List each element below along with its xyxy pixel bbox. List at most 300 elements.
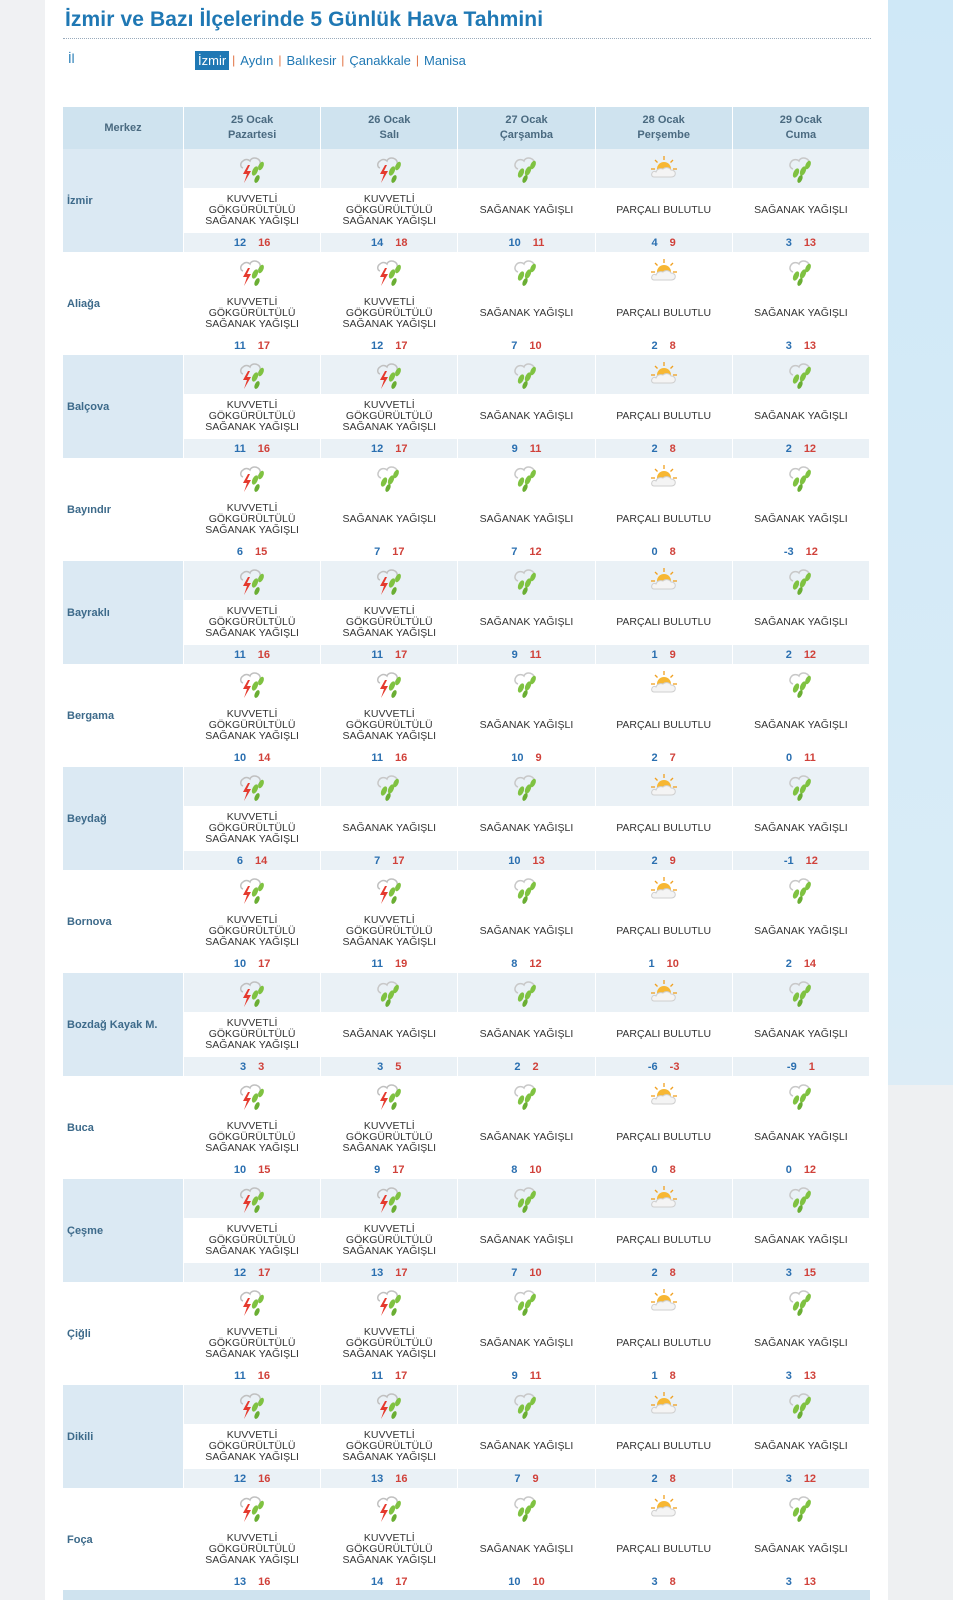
weather-icon-cell <box>184 973 321 1012</box>
min-temperature: 10 <box>511 751 524 764</box>
table-bottom-strip <box>63 1590 870 1600</box>
min-temperature: 11 <box>234 1369 246 1382</box>
weather-description: KUVVETLİ GÖKGÜRÜLTÜLÜ SAĞANAK YAĞIŞLI <box>321 1424 458 1469</box>
temperature-cell <box>596 645 733 664</box>
temperature-cell <box>321 233 458 252</box>
forecast-row <box>63 233 870 252</box>
min-temperature: 12 <box>233 1266 247 1279</box>
max-temperature: 17 <box>258 1266 271 1279</box>
city-name: Foça <box>63 1488 184 1591</box>
city-name: Aliağa <box>63 252 184 355</box>
city-name: Buca <box>63 1076 184 1179</box>
max-temperature: 14 <box>803 957 817 970</box>
province-link[interactable]: Manisa <box>423 52 466 68</box>
temperature-cell <box>458 1469 595 1488</box>
province-link[interactable]: Çanakkale <box>349 52 411 68</box>
thunder-rain-icon <box>372 263 406 280</box>
forecast-row <box>63 561 870 600</box>
weather-description: KUVVETLİ GÖKGÜRÜLTÜLÜ SAĞANAK YAĞIŞLI <box>184 1424 321 1469</box>
province-link[interactable]: Balıkesir <box>286 52 337 68</box>
thunder-rain-icon <box>372 1293 406 1310</box>
province-label: İl <box>68 51 75 66</box>
min-temperature: -1 <box>783 854 794 867</box>
weather-icon-cell <box>458 1385 595 1424</box>
weather-description: PARÇALI BULUTLU <box>596 1115 733 1160</box>
forecast-row <box>63 1385 870 1424</box>
city-name: Balçova <box>63 355 184 458</box>
weather-description: SAĞANAK YAĞIŞLI <box>321 1012 458 1057</box>
weather-icon-cell <box>596 561 733 600</box>
weather-description: PARÇALI BULUTLU <box>596 291 733 336</box>
min-temperature: -9 <box>786 1060 797 1073</box>
thunder-rain-icon <box>235 160 269 177</box>
weather-description: SAĞANAK YAĞIŞLI <box>733 909 870 954</box>
weather-icon-cell <box>321 355 458 394</box>
max-temperature: 9 <box>535 751 542 764</box>
weather-icon-cell <box>596 1179 733 1218</box>
forecast-row <box>63 1076 870 1115</box>
min-temperature: 1 <box>651 648 658 661</box>
forecast-row <box>63 870 870 909</box>
showers-icon <box>509 778 543 795</box>
temperature-cell <box>733 1469 870 1488</box>
weather-description: SAĞANAK YAĞIŞLI <box>733 1321 870 1366</box>
max-temperature: 12 <box>805 854 818 867</box>
thunder-rain-icon <box>235 1190 269 1207</box>
showers-icon <box>509 469 543 486</box>
showers-icon <box>784 572 818 589</box>
max-temperature: 17 <box>258 957 271 970</box>
max-temperature: 19 <box>394 957 408 970</box>
forecast-row <box>63 748 870 767</box>
weather-description: PARÇALI BULUTLU <box>596 703 733 748</box>
weather-icon-cell <box>596 767 733 806</box>
max-temperature: 16 <box>258 236 271 249</box>
thunder-rain-icon <box>235 1396 269 1413</box>
min-temperature: 7 <box>511 339 518 352</box>
temperature-cell <box>733 1366 870 1385</box>
min-temperature: 13 <box>371 1266 384 1279</box>
province-separator: | <box>232 53 236 67</box>
weather-icon-cell <box>458 664 595 703</box>
temperature-cell <box>184 439 321 458</box>
weather-description: KUVVETLİ GÖKGÜRÜLTÜLÜ SAĞANAK YAĞIŞLI <box>184 909 321 954</box>
min-temperature: 3 <box>377 1060 384 1073</box>
weather-icon-cell <box>458 870 595 909</box>
min-temperature: 10 <box>508 854 521 867</box>
max-temperature: 9 <box>669 854 676 867</box>
min-temperature: 12 <box>371 442 384 455</box>
max-temperature: 16 <box>257 648 271 661</box>
min-temperature: 10 <box>233 957 247 970</box>
min-temperature: 12 <box>233 1472 247 1485</box>
header-row <box>63 107 870 149</box>
partly-cloudy-icon <box>647 160 681 177</box>
partly-cloudy-icon <box>647 1087 681 1104</box>
min-temperature: 7 <box>511 545 518 558</box>
thunder-rain-icon <box>235 1087 269 1104</box>
max-temperature: 10 <box>529 1163 542 1176</box>
province-link[interactable]: İzmir <box>195 51 229 70</box>
weather-description: KUVVETLİ GÖKGÜRÜLTÜLÜ SAĞANAK YAĞIŞLI <box>184 703 321 748</box>
weather-description: SAĞANAK YAĞIŞLI <box>733 1424 870 1469</box>
temperature-cell <box>458 954 595 973</box>
min-temperature: 7 <box>514 1472 521 1485</box>
day-date: 27 Ocak <box>505 114 548 126</box>
showers-icon <box>509 1499 543 1516</box>
weather-description: SAĞANAK YAĞIŞLI <box>733 600 870 645</box>
weather-icon-cell <box>184 355 321 394</box>
min-temperature: 10 <box>508 236 521 249</box>
weather-icon-cell <box>321 1076 458 1115</box>
partly-cloudy-icon <box>647 469 681 486</box>
weather-icon-cell <box>733 149 870 188</box>
weather-description: SAĞANAK YAĞIŞLI <box>458 600 595 645</box>
partly-cloudy-icon <box>647 778 681 795</box>
max-temperature: 8 <box>669 545 676 558</box>
forecast-row <box>63 1057 870 1076</box>
max-temperature: 11 <box>804 751 816 764</box>
weather-description: KUVVETLİ GÖKGÜRÜLTÜLÜ SAĞANAK YAĞIŞLI <box>184 600 321 645</box>
partly-cloudy-icon <box>647 881 681 898</box>
forecast-row <box>63 497 870 542</box>
thunder-rain-icon <box>235 984 269 1001</box>
min-temperature: 0 <box>785 751 793 764</box>
max-temperature: 3 <box>258 1060 265 1073</box>
weather-description: KUVVETLİ GÖKGÜRÜLTÜLÜ SAĞANAK YAĞIŞLI <box>321 909 458 954</box>
max-temperature: 17 <box>395 1575 408 1588</box>
weather-icon-cell <box>596 1076 733 1115</box>
thunder-rain-icon <box>235 881 269 898</box>
thunder-rain-icon <box>372 675 406 692</box>
showers-icon <box>372 469 406 486</box>
temperature-cell <box>184 336 321 355</box>
min-temperature: 0 <box>651 545 658 558</box>
weather-icon-cell <box>321 1385 458 1424</box>
max-temperature: 8 <box>669 1266 676 1279</box>
province-link[interactable]: Aydın <box>240 52 274 68</box>
province-separator: | <box>341 53 345 67</box>
temperature-cell <box>321 748 458 767</box>
temperature-cell <box>596 1366 733 1385</box>
day-weekday: Salı <box>379 129 400 141</box>
max-temperature: 12 <box>529 957 542 970</box>
temperature-cell <box>596 748 733 767</box>
thunder-rain-icon <box>235 572 269 589</box>
min-temperature: 3 <box>651 1575 658 1588</box>
max-temperature: 15 <box>803 1266 817 1279</box>
min-temperature: 2 <box>785 957 792 970</box>
city-name: Bayındır <box>63 458 184 561</box>
right-background-lower <box>888 1085 953 1600</box>
max-temperature: 17 <box>392 545 405 558</box>
temperature-cell <box>184 1057 321 1076</box>
max-temperature: 13 <box>803 1575 817 1588</box>
showers-icon <box>784 469 818 486</box>
forecast-row <box>63 355 870 394</box>
min-temperature: 11 <box>234 339 246 352</box>
min-temperature: 9 <box>511 1369 518 1382</box>
max-temperature: 11 <box>532 236 545 249</box>
weather-description: SAĞANAK YAĞIŞLI <box>458 806 595 851</box>
min-temperature: 11 <box>234 648 246 661</box>
showers-icon <box>509 572 543 589</box>
weather-icon-cell <box>321 1488 458 1527</box>
weather-description: KUVVETLİ GÖKGÜRÜLTÜLÜ SAĞANAK YAĞIŞLI <box>184 188 321 233</box>
max-temperature: 12 <box>803 1163 817 1176</box>
temperature-cell <box>733 233 870 252</box>
temperature-cell <box>321 336 458 355</box>
weather-description: PARÇALI BULUTLU <box>596 1218 733 1263</box>
weather-description: SAĞANAK YAĞIŞLI <box>733 806 870 851</box>
temperature-cell <box>458 1572 595 1591</box>
min-temperature: 2 <box>651 339 658 352</box>
temperature-cell <box>321 1057 458 1076</box>
temperature-cell <box>321 645 458 664</box>
day-column-header <box>321 107 458 149</box>
forecast-row <box>63 600 870 645</box>
weather-icon-cell <box>596 458 733 497</box>
weather-description: SAĞANAK YAĞIŞLI <box>321 497 458 542</box>
forecast-row <box>63 1527 870 1572</box>
weather-description: PARÇALI BULUTLU <box>596 188 733 233</box>
weather-description: SAĞANAK YAĞIŞLI <box>733 1115 870 1160</box>
weather-description: KUVVETLİ GÖKGÜRÜLTÜLÜ SAĞANAK YAĞIŞLI <box>321 1527 458 1572</box>
thunder-rain-icon <box>372 572 406 589</box>
weather-description: SAĞANAK YAĞIŞLI <box>458 497 595 542</box>
min-temperature: 11 <box>371 751 383 764</box>
weather-description: SAĞANAK YAĞIŞLI <box>458 1424 595 1469</box>
weather-description: SAĞANAK YAĞIŞLI <box>458 188 595 233</box>
temperature-cell <box>321 1366 458 1385</box>
temperature-cell <box>184 542 321 561</box>
partly-cloudy-icon <box>647 366 681 383</box>
thunder-rain-icon <box>372 160 406 177</box>
forecast-row <box>63 767 870 806</box>
min-temperature: 0 <box>785 1163 792 1176</box>
thunder-rain-icon <box>235 366 269 383</box>
thunder-rain-icon <box>235 469 269 486</box>
max-temperature: 17 <box>392 1163 405 1176</box>
temperature-cell <box>184 1469 321 1488</box>
weather-icon-cell <box>184 664 321 703</box>
temperature-cell <box>321 1160 458 1179</box>
weather-icon-cell <box>596 1385 733 1424</box>
title-divider <box>63 38 871 39</box>
weather-icon-cell <box>321 458 458 497</box>
showers-icon <box>372 984 406 1001</box>
weather-icon-cell <box>596 1282 733 1321</box>
max-temperature: 15 <box>258 1163 271 1176</box>
weather-icon-cell <box>458 767 595 806</box>
min-temperature: 2 <box>514 1060 521 1073</box>
temperature-cell <box>596 439 733 458</box>
max-temperature: 10 <box>666 957 679 970</box>
weather-icon-cell <box>184 1076 321 1115</box>
forecast-row <box>63 1218 870 1263</box>
weather-icon-cell <box>321 767 458 806</box>
showers-icon <box>509 263 543 280</box>
weather-icon-cell <box>458 458 595 497</box>
thunder-rain-icon <box>372 1499 406 1516</box>
min-temperature: 13 <box>371 1472 384 1485</box>
weather-description: PARÇALI BULUTLU <box>596 1527 733 1572</box>
city-name: Bornova <box>63 870 184 973</box>
weather-icon-cell <box>596 1488 733 1527</box>
max-temperature: 16 <box>257 1369 271 1382</box>
weather-icon-cell <box>596 149 733 188</box>
weather-description: PARÇALI BULUTLU <box>596 1012 733 1057</box>
max-temperature: -3 <box>669 1060 680 1073</box>
weather-icon-cell <box>458 1488 595 1527</box>
max-temperature: 5 <box>395 1060 402 1073</box>
showers-icon <box>784 675 818 692</box>
max-temperature: 17 <box>395 339 408 352</box>
weather-icon-cell <box>321 870 458 909</box>
weather-description: KUVVETLİ GÖKGÜRÜLTÜLÜ SAĞANAK YAĞIŞLI <box>184 1321 321 1366</box>
showers-icon <box>509 366 543 383</box>
showers-icon <box>784 778 818 795</box>
max-temperature: 16 <box>395 1472 408 1485</box>
showers-icon <box>784 160 818 177</box>
forecast-row <box>63 664 870 703</box>
temperature-cell <box>184 748 321 767</box>
day-date: 28 Ocak <box>642 114 685 126</box>
province-nav <box>195 50 468 70</box>
weather-description: SAĞANAK YAĞIŞLI <box>458 1115 595 1160</box>
partly-cloudy-icon <box>647 1190 681 1207</box>
max-temperature: 11 <box>529 1369 542 1382</box>
forecast-row <box>63 458 870 497</box>
day-date: 25 Ocak <box>230 114 274 126</box>
province-separator: | <box>415 53 419 67</box>
page-title: İzmir ve Bazı İlçelerinde 5 Günlük Hava Tahmini <box>65 8 544 31</box>
weather-description: KUVVETLİ GÖKGÜRÜLTÜLÜ SAĞANAK YAĞIŞLI <box>184 394 321 439</box>
weather-icon-cell <box>184 252 321 291</box>
showers-icon <box>509 160 543 177</box>
forecast-row <box>63 291 870 336</box>
temperature-cell <box>184 1263 321 1282</box>
weather-icon-cell <box>184 870 321 909</box>
temperature-cell <box>458 748 595 767</box>
temperature-cell <box>596 1057 733 1076</box>
partly-cloudy-icon <box>647 1293 681 1310</box>
weather-description: PARÇALI BULUTLU <box>596 1321 733 1366</box>
temperature-cell <box>458 1057 595 1076</box>
weather-icon-cell <box>733 1282 870 1321</box>
weather-icon-cell <box>733 973 870 1012</box>
city-name: Beydağ <box>63 767 184 870</box>
max-temperature: 13 <box>803 339 817 352</box>
max-temperature: 17 <box>392 854 405 867</box>
weather-description: SAĞANAK YAĞIŞLI <box>458 291 595 336</box>
temperature-cell <box>733 1160 870 1179</box>
temperature-cell <box>321 1469 458 1488</box>
day-column-header <box>733 107 870 149</box>
max-temperature: 12 <box>803 442 817 455</box>
weather-description: KUVVETLİ GÖKGÜRÜLTÜLÜ SAĞANAK YAĞIŞLI <box>321 291 458 336</box>
min-temperature: 3 <box>785 1472 792 1485</box>
min-temperature: -6 <box>647 1060 658 1073</box>
thunder-rain-icon <box>235 263 269 280</box>
weather-icon-cell <box>321 149 458 188</box>
weather-description: KUVVETLİ GÖKGÜRÜLTÜLÜ SAĞANAK YAĞIŞLI <box>184 1527 321 1572</box>
partly-cloudy-icon <box>647 675 681 692</box>
min-temperature: 3 <box>239 1060 247 1073</box>
weather-description: KUVVETLİ GÖKGÜRÜLTÜLÜ SAĞANAK YAĞIŞLI <box>321 1115 458 1160</box>
showers-icon <box>784 1293 818 1310</box>
min-temperature: 10 <box>508 1575 521 1588</box>
forecast-row <box>63 851 870 870</box>
min-temperature: 3 <box>785 1369 792 1382</box>
max-temperature: 1 <box>808 1060 815 1073</box>
day-weekday: Cuma <box>785 129 817 141</box>
temperature-cell <box>733 1057 870 1076</box>
min-temperature: 11 <box>371 1369 383 1382</box>
weather-description: KUVVETLİ GÖKGÜRÜLTÜLÜ SAĞANAK YAĞIŞLI <box>321 600 458 645</box>
max-temperature: 16 <box>258 1472 271 1485</box>
forecast-row <box>63 149 870 188</box>
day-date: 26 Ocak <box>368 114 411 126</box>
weather-icon-cell <box>458 973 595 1012</box>
min-temperature: 13 <box>233 1575 247 1588</box>
max-temperature: 13 <box>532 854 545 867</box>
forecast-row <box>63 1012 870 1057</box>
city-name: Çiğli <box>63 1282 184 1385</box>
weather-description: SAĞANAK YAĞIŞLI <box>458 1218 595 1263</box>
city-name: Çeşme <box>63 1179 184 1282</box>
weather-icon-cell <box>184 561 321 600</box>
weather-icon-cell <box>321 1179 458 1218</box>
weather-icon-cell <box>733 355 870 394</box>
weather-description: SAĞANAK YAĞIŞLI <box>733 188 870 233</box>
showers-icon <box>784 984 818 1001</box>
weather-description: KUVVETLİ GÖKGÜRÜLTÜLÜ SAĞANAK YAĞIŞLI <box>184 291 321 336</box>
temperature-cell <box>184 233 321 252</box>
temperature-cell <box>458 851 595 870</box>
weather-icon-cell <box>321 973 458 1012</box>
temperature-cell <box>733 1572 870 1591</box>
weather-icon-cell <box>458 149 595 188</box>
weather-description: PARÇALI BULUTLU <box>596 909 733 954</box>
city-name: Bergama <box>63 664 184 767</box>
thunder-rain-icon <box>235 675 269 692</box>
weather-description: SAĞANAK YAĞIŞLI <box>458 1012 595 1057</box>
forecast-row <box>63 1282 870 1321</box>
min-temperature: 4 <box>651 236 658 249</box>
temperature-cell <box>733 542 870 561</box>
thunder-rain-icon <box>235 778 269 795</box>
thunder-rain-icon <box>372 1190 406 1207</box>
min-temperature: 2 <box>651 751 658 764</box>
max-temperature: 16 <box>394 751 408 764</box>
weather-icon-cell <box>458 355 595 394</box>
partly-cloudy-icon <box>647 1396 681 1413</box>
min-temperature: -3 <box>783 545 794 558</box>
thunder-rain-icon <box>372 1396 406 1413</box>
weather-icon-cell <box>733 870 870 909</box>
temperature-cell <box>184 851 321 870</box>
partly-cloudy-icon <box>647 984 681 1001</box>
max-temperature: 12 <box>803 648 817 661</box>
min-temperature: 14 <box>371 1575 384 1588</box>
max-temperature: 8 <box>669 339 676 352</box>
weather-icon-cell <box>184 767 321 806</box>
day-column-header <box>596 107 733 149</box>
min-temperature: 9 <box>374 1163 381 1176</box>
temperature-cell <box>596 1160 733 1179</box>
showers-icon <box>509 1190 543 1207</box>
